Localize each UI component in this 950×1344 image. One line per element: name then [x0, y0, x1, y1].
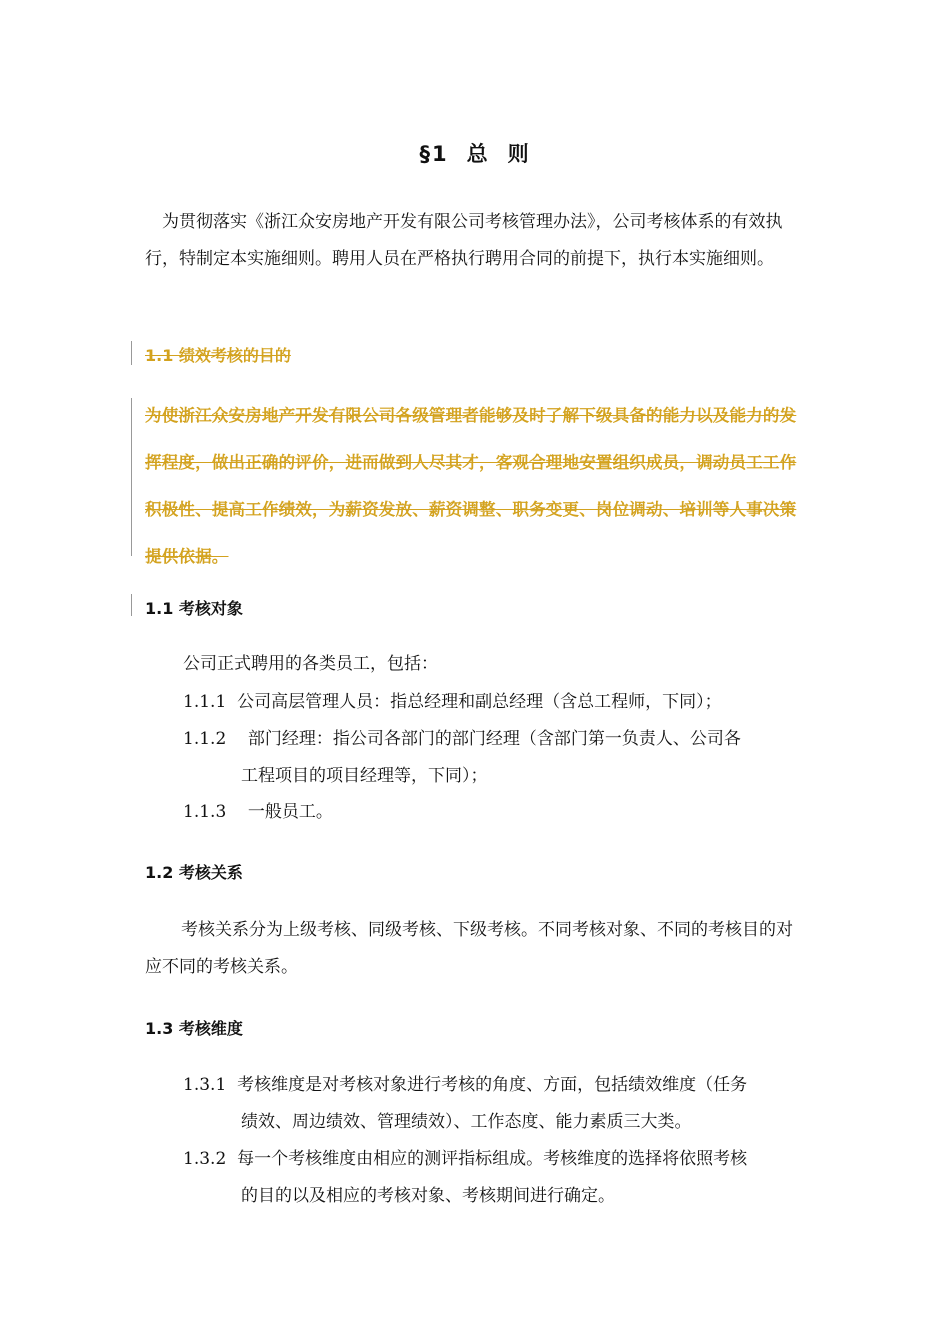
list-item [183, 721, 808, 795]
change-bar [131, 398, 132, 556]
item-text: 考核维度是对考核对象进行考核的角度、方面，包括绩效维度（任务 [237, 1075, 748, 1095]
item-text: 部门经理：指公司各部门的部门经理（含部门第一负责人、公司各 [247, 729, 741, 749]
item-text-continued: 的目的以及相应的考核对象、考核期间进行确定。 [241, 1186, 615, 1206]
list-item [183, 794, 808, 831]
change-bar [131, 341, 132, 365]
section-heading-relations: 1.2 考核关系 [145, 863, 243, 882]
section-number: §1 [419, 142, 449, 166]
item-number: 1.1.2 [183, 729, 227, 749]
item-text: 一般员工。 [247, 802, 333, 822]
list-item [183, 1141, 808, 1215]
title-word-1: 总 [466, 142, 490, 166]
item-number: 1.3.2 [183, 1149, 227, 1169]
change-bar [131, 594, 132, 616]
section-heading-dimensions: 1.3 考核维度 [145, 1019, 243, 1038]
item-number: 1.3.1 [183, 1075, 227, 1095]
objects-lead: 公司正式聘用的各类员工，包括： [183, 654, 438, 674]
intro-paragraph: 为贯彻落实《浙江众安房地产开发有限公司考核管理办法》，公司考核体系的有效执行，特制定本实施细则。聘用人员在严格执行聘用合同的前提下，执行本实施细则。 [145, 212, 783, 269]
item-number: 1.1.3 [183, 802, 227, 822]
deleted-paragraph: 为使浙江众安房地产开发有限公司各级管理者能够及时了解下级具备的能力以及能力的发挥程度，做出正确的评价，进而做到人尽其才，客观合理地安置组织成员，调动员工工作积极性、提高工作绩效，为薪资发放、薪资调整、职务变更、岗位调动、培训等人事决策提供依据。 [145, 406, 797, 566]
item-text-continued: 工程项目的项目经理等，下同）； [241, 766, 488, 786]
list-item [183, 684, 808, 721]
page-title [0, 138, 950, 168]
item-text: 每一个考核维度由相应的测评指标组成。考核维度的选择将依照考核 [237, 1149, 748, 1169]
list-item [183, 1067, 808, 1141]
item-text-continued: 绩效、周边绩效、管理绩效）、工作态度、能力素质三大类。 [241, 1112, 692, 1132]
deleted-heading: 1.1 绩效考核的目的 [145, 346, 291, 365]
item-text: 公司高层管理人员：指总经理和副总经理（含总工程师，下同）； [237, 692, 722, 712]
section-heading-objects: 1.1 考核对象 [145, 599, 243, 618]
relations-paragraph: 考核关系分为上级考核、同级考核、下级考核。不同考核对象、不同的考核目的对应不同的考核关系。 [145, 920, 793, 977]
title-word-2: 则 [507, 142, 531, 166]
item-number: 1.1.1 [183, 692, 227, 712]
